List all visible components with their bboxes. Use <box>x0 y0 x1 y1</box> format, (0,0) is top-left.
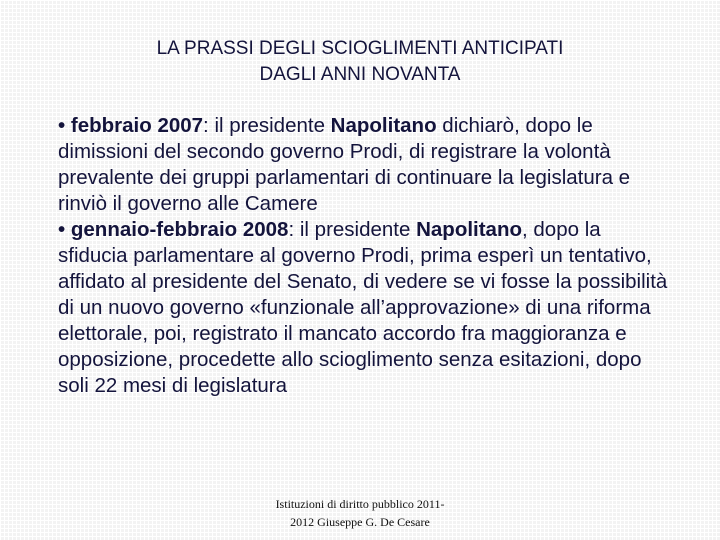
slide-title-line-1: LA PRASSI DEGLI SCIOGLIMENTI ANTICIPATI <box>156 38 564 59</box>
bullet-1-date: febbraio 2007 <box>70 114 204 137</box>
bullet-2-text-before: : il presidente <box>288 218 417 241</box>
bullet-1-marker: • <box>58 114 71 137</box>
bullet-1-text-after: dichiarò, dopo le dimissioni del secondo governo Prodi, di registrare la volontà prevalente dei gruppi parlamentari di continuare la legislatura e rinviò il governo alle Camere <box>58 114 631 215</box>
slide-footer <box>220 495 500 531</box>
footer-line-1: Istituzioni di diritto pubblico 2011- <box>275 497 445 511</box>
bullet-2-marker: • <box>58 218 71 241</box>
footer-line-2: 2012 Giuseppe G. De Cesare <box>290 515 430 529</box>
slide-title-line-2: DAGLI ANNI NOVANTA <box>259 64 461 85</box>
bullet-2-name: Napolitano <box>416 218 523 241</box>
slide-title <box>60 36 660 88</box>
bullet-item-2 <box>58 217 673 399</box>
bullet-item-1 <box>58 113 673 217</box>
bullet-2-text-after: , dopo la sfiducia parlamentare al governo Prodi, prima esperì un tentativo, affidato al presidente del Senato, di vedere se vi fosse la possibilità di un nuovo governo «funzionale all’approvazione» di una riforma elettorale, poi, registrato il mancato accordo fra maggioranza e opposizione, procedette allo scioglimento senza esitazioni, dopo soli 22 mesi di legislatura <box>58 218 668 397</box>
bullet-1-text-before: : il presidente <box>203 114 331 137</box>
slide-body <box>58 113 673 399</box>
bullet-1-name: Napolitano <box>330 114 437 137</box>
bullet-2-date: gennaio-febbraio 2008 <box>70 218 289 241</box>
